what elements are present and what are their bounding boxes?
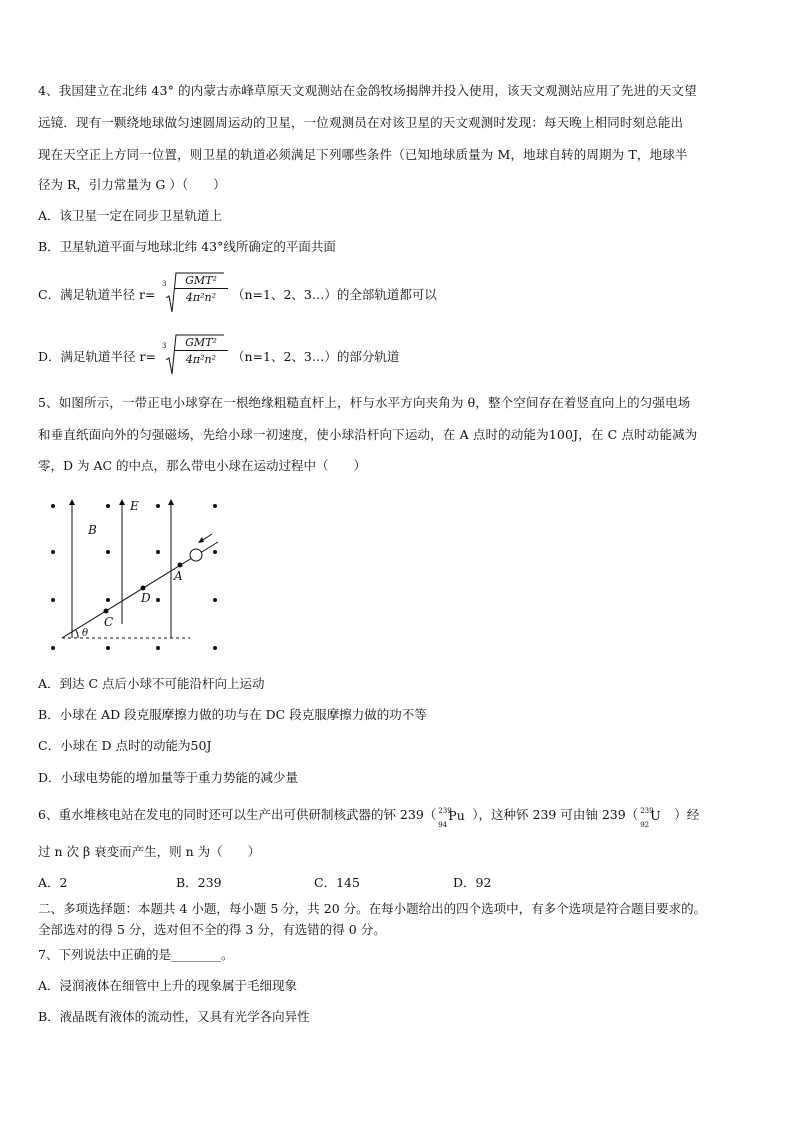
electric-field-lines [72,502,171,638]
point-c [104,609,109,614]
q4-stem-line-4: 径为 R，引力常量为 G ）（ ） [38,177,226,192]
uranium-symbol [638,806,674,829]
q4-stem-line-1: 4、我国建立在北纬 43° 的内蒙古赤峰草原天文观测站在金鸽牧场揭牌并投入使用，该天文观测站应用了先进的天文望 [38,83,697,98]
q4-option-a: A．该卫星一定在同步卫星轨道上 [38,208,223,223]
q7-stem: 7、下列说法中正确的是________。 [38,947,234,962]
q5-option-c: C．小球在 D 点时的动能为50J [38,738,212,753]
point-d [141,586,146,591]
q6-option-b: B．239 [176,875,222,890]
pu-symbol: Pu [448,807,465,823]
pu-mass-number: 239 [438,806,452,815]
q6-stem-line-2: 过 n 次 β 衰变而产生，则 n 为（ ） [38,844,261,859]
q4-option-c-suffix: （n=1、2、3…）的全部轨道都可以 [232,287,437,302]
section-2-heading-line-1: 二、多项选择题：本题共 4 小题，每小题 5 分，共 20 分。在每小题给出的四个选项中，有多个选项是符合题目要求的。 [38,901,707,916]
q5-option-a: A．到达 C 点后小球不可能沿杆向上运动 [38,676,265,691]
q5-option-d: D．小球电势能的增加量等于重力势能的减少量 [38,770,299,785]
u-symbol: U [650,807,661,823]
q6-option-d: D．92 [453,875,492,890]
velocity-arrowhead [198,537,204,543]
q5-stem-line-2: 和垂直纸面向外的匀强磁场，先给小球一初速度，使小球沿杆向下运动，在 A 点时的动能为100J，在 C 点时动能减为 [38,427,698,442]
label-theta: θ [82,628,89,639]
q6-stem-part-3: ）经 [674,807,700,822]
q7-option-b: B．液晶既有液体的流动性，又具有光学各向异性 [38,1009,310,1024]
q6-option-a: A．2 [38,875,68,890]
q6-stem-part-2: ），这种钚 239 可由铀 239（ [472,807,639,822]
plutonium-symbol [436,806,472,829]
q4-option-c-prefix: C．满足轨道半径 r= [38,287,156,302]
u-mass-number: 239 [640,806,654,815]
q6-option-c: C．145 [314,875,360,890]
fraction-denominator: 4π²n² [185,291,217,304]
q7-option-a: A．浸润液体在细管中上升的现象属于毛细现象 [38,978,298,993]
q5-stem-line-1: 5、如图所示，一带正电小球穿在一根绝缘粗糙直杆上，杆与水平方向夹角为 θ，整个空间存在着竖直向上的匀强电场 [38,395,691,410]
label-d: D [141,591,151,605]
q4-option-b: B．卫星轨道平面与地球北纬 43°线所确定的平面共面 [38,239,336,254]
q5-stem-line-3: 零，D 为 AC 的中点，那么带电小球在运动过程中（ ） [38,458,367,473]
fraction-numerator: GMT² [174,334,228,351]
q4-option-d-formula [162,334,228,378]
label-a: A [174,569,183,583]
point-a [178,563,183,568]
angle-arc [76,630,78,638]
q5-figure [40,492,230,662]
label-b: B [88,523,97,537]
q4-stem-line-2: 远镜．现有一颗绕地球做匀速圆周运动的卫星，一位观测员在对该卫星的天文观测时发现：每天晚上相同时刻总能出 [38,115,684,130]
q4-option-d-prefix: D．满足轨道半径 r= [38,349,156,364]
root-index: 3 [162,342,167,350]
q4-stem-line-3: 现在天空正上方同一位置，则卫星的轨道必须满足下列哪些条件（已知地球质量为 M，地球自转的周期为 T，地球半 [38,147,688,162]
q6-stem-line-1 [38,806,754,829]
root-index: 3 [162,280,167,288]
label-e: E [130,499,139,513]
u-atomic-number: 92 [640,820,650,829]
fraction-denominator: 4π²n² [185,353,217,366]
q6-stem-part-1: 6、重水堆核电站在发电的同时还可以生产出可供研制核武器的钚 239（ [38,807,437,822]
label-c: C [104,615,114,629]
q5-option-b: B．小球在 AD 段克服摩擦力做的功与在 DC 段克服摩擦力做的功不等 [38,707,427,722]
pu-atomic-number: 94 [438,820,448,829]
charged-ball [190,549,202,561]
q4-option-d-suffix: （n=1、2、3…）的部分轨道 [232,349,400,364]
magnetic-field-dots [51,504,217,650]
q4-option-c-formula [162,272,228,316]
section-2-heading-line-2: 全部选对的得 5 分，选对但不全的得 3 分，有选错的得 0 分。 [38,922,386,937]
fraction-numerator: GMT² [174,272,228,289]
